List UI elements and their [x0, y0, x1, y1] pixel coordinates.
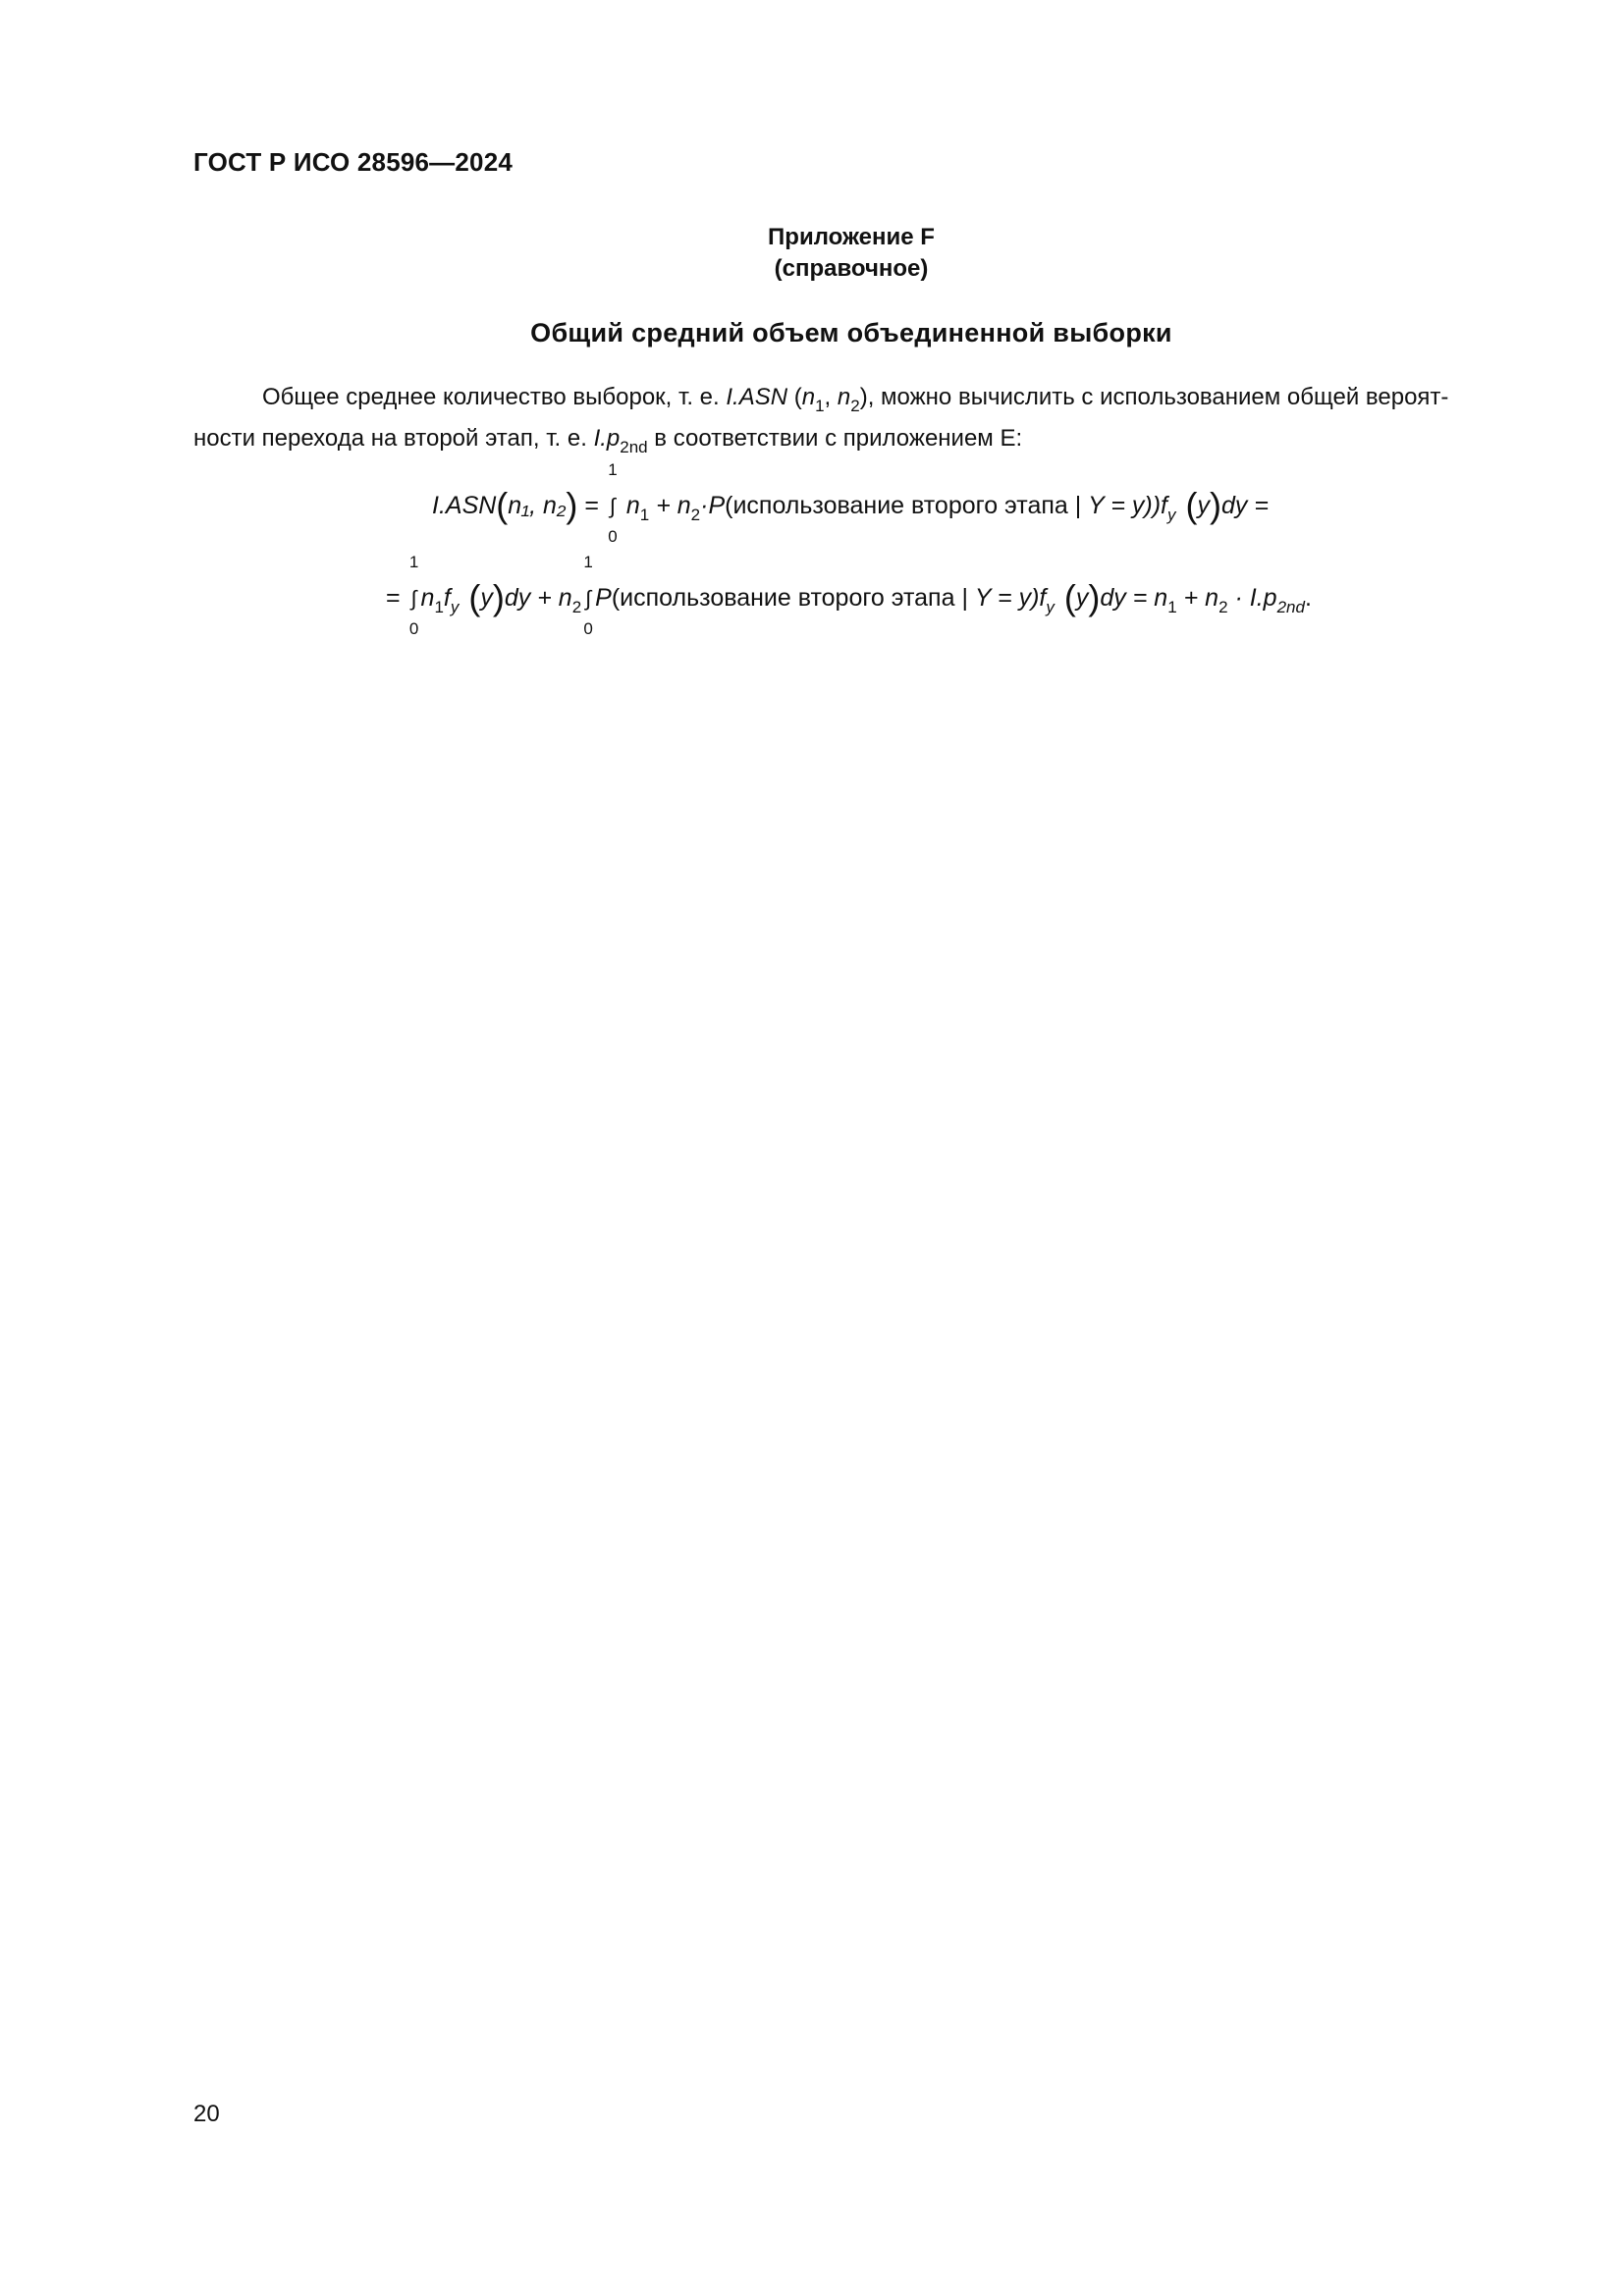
subscript: 2 [1218, 598, 1228, 616]
formula-term: · I.p [1227, 584, 1277, 612]
page-number: 20 [193, 2101, 220, 2127]
formula-end: . [1304, 584, 1312, 612]
formula-lhs: I.ASN [432, 492, 497, 519]
annex-title: Приложение F [768, 224, 935, 250]
formula-term: + n [1176, 584, 1219, 612]
text-run: ( [787, 384, 802, 410]
formula-text: (использование второго этапа | [611, 584, 975, 612]
integral-sign [581, 553, 595, 638]
integral-sign [606, 460, 620, 546]
text-run: , [824, 384, 838, 410]
upper-limit: 1 [408, 553, 419, 571]
n-symbol: n [801, 384, 816, 410]
subscript: 1 [815, 397, 825, 415]
n-symbol: n [837, 384, 851, 410]
upper-limit: 1 [583, 553, 593, 571]
close-paren: ) [1210, 485, 1221, 525]
annex-type: (справочное) [774, 255, 929, 282]
subscript: y [450, 598, 460, 616]
subscript: y [1167, 506, 1176, 524]
close-paren: ) [1088, 577, 1101, 617]
equals-sign: = [577, 492, 606, 519]
body-paragraph [193, 381, 1514, 463]
subscript: 2nd [1276, 598, 1305, 616]
formula-tail: dy = [1221, 492, 1269, 519]
lower-limit: 0 [608, 527, 618, 546]
lower-limit: 0 [408, 619, 419, 638]
subscript: 2nd [620, 438, 648, 456]
subscript: 2 [850, 397, 860, 415]
formula-args: n₁, n₂ [508, 492, 567, 519]
close-paren: ) [566, 485, 578, 525]
subscript: 2 [690, 506, 701, 524]
integral-glyph: ∫ [410, 586, 417, 611]
formula-asn [432, 460, 1269, 546]
formula-term: ·P [700, 492, 726, 519]
subscript: y [1046, 598, 1055, 616]
lower-limit: 0 [583, 619, 593, 638]
formula-term: dy + n [504, 584, 572, 612]
integral-glyph: ∫ [609, 494, 616, 518]
subscript: 2 [571, 598, 582, 616]
formula-term: ))f [1144, 492, 1167, 519]
formula-term: dy = n [1100, 584, 1168, 612]
open-paren: ( [496, 485, 509, 525]
formula-term: n [619, 492, 640, 519]
open-paren: ( [459, 577, 481, 617]
upper-limit: 1 [608, 460, 618, 479]
formula-arg: y [480, 584, 493, 612]
paragraph-line-1 [193, 381, 1514, 422]
text-run: Общее среднее количество выборок, т. е. [262, 384, 727, 410]
formula-expanded [386, 553, 1312, 638]
formula-condition: Y = y [1088, 492, 1145, 519]
asn-symbol: I.ASN [726, 384, 788, 410]
text-run: в соответствии с приложением E: [647, 425, 1023, 452]
formula-arg: y [1197, 492, 1210, 519]
open-paren: ( [1175, 485, 1198, 525]
formula-condition: Y = y [974, 584, 1032, 612]
subscript: 1 [434, 598, 444, 616]
paragraph-line-2 [193, 422, 1514, 463]
section-title: Общий средний объем объединенной выборки [530, 318, 1172, 347]
text-run: ности перехода на второй этап, т. е. [193, 425, 594, 452]
formula-term: + n [649, 492, 691, 519]
equals-sign: = [386, 584, 407, 612]
text-run: ), можно вычислить с использованием общей вероят- [859, 384, 1449, 410]
integral-sign [407, 553, 421, 638]
formula-term: n [420, 584, 435, 612]
integral-glyph: ∫ [585, 586, 592, 611]
open-paren: ( [1054, 577, 1076, 617]
formula-arg: y [1075, 584, 1089, 612]
close-paren: ) [492, 577, 505, 617]
formula-term: )f [1031, 584, 1047, 612]
subscript: 1 [639, 506, 650, 524]
formula-text: (использование второго этапа | [725, 492, 1089, 519]
formula-term: P [595, 584, 612, 612]
subscript: 1 [1167, 598, 1177, 616]
document-code: ГОСТ Р ИСО 28596—2024 [193, 147, 514, 177]
ip-symbol: I.p [593, 425, 621, 452]
formula-term: f [443, 584, 451, 612]
